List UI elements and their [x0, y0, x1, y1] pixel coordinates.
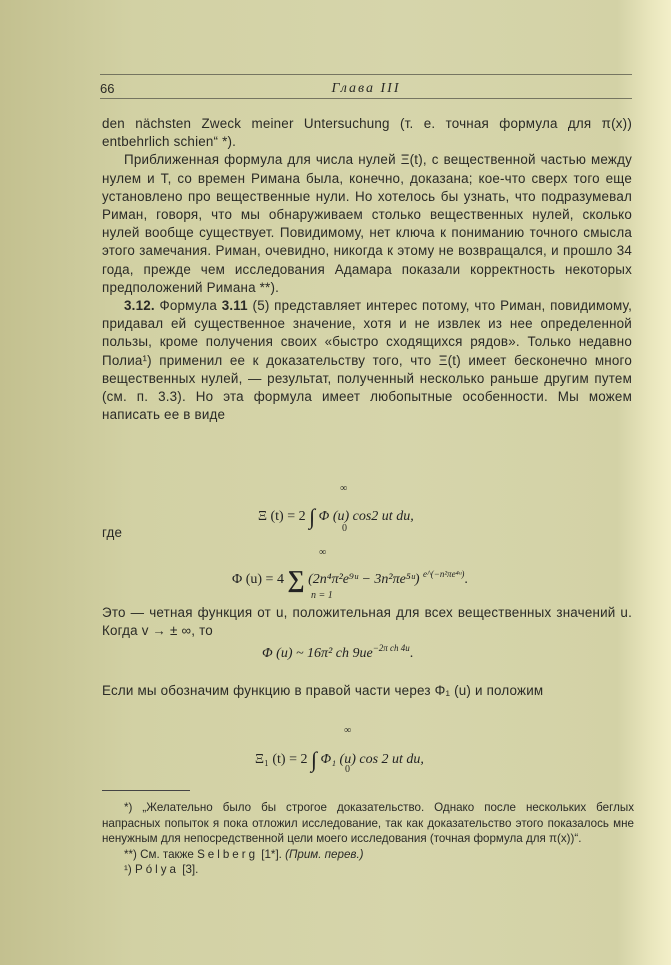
- footnote-2: [102, 847, 634, 863]
- formula-phi-sum: [232, 563, 468, 593]
- footnote-citation: [3].: [182, 863, 199, 876]
- where-label: где: [102, 525, 123, 540]
- formula-exponent: −2π ch 4u: [372, 643, 410, 653]
- section-text: (5) представляет интерес потому, что Риман, повидимому, придавал ей существенное значение, хотя и не извлек из нее определенной пользы, кроме получения своих «быстро сходящихся рядов». Только недавно Полиа¹) применил ее к доказательству того, что Ξ(t) имеет бесконечно много вещественных нулей, — результат, полученный несколько раньше другим путем (см. п. 3.3). Но эта формула имеет любопытные особенности. Мы можем написать ее в виде: [102, 298, 633, 423]
- formula-lhs: Ξ (t) = 2: [258, 509, 306, 524]
- footnote-citation: [1*].: [261, 847, 282, 861]
- footnote-text: „Желательно было бы строгое доказательство. Однако после нескольких беглых напрасных попыток я пока отложил исследование, так как доказательство этого показалось мне ненужным для непосредственной цели моего исследования (точная формула для π(x))“.: [102, 801, 634, 845]
- footnote-marker: *): [124, 801, 133, 814]
- integral-lower-limit: 0: [342, 523, 347, 534]
- footnote-text: См. также: [140, 847, 194, 861]
- footnote-marker: **): [124, 847, 137, 861]
- formula-end: .: [464, 572, 468, 587]
- formula-end: .: [409, 646, 414, 661]
- formula-ref: 3.11: [221, 298, 248, 314]
- footnote-note: (Прим. перев.): [285, 847, 364, 861]
- sum-lower-limit: n = 1: [311, 590, 333, 601]
- formula-exponent: e^(−n²πe⁴ᵘ): [423, 569, 465, 579]
- section-number: 3.12.: [124, 298, 155, 314]
- integral-sign-icon: ∫: [311, 747, 318, 772]
- formula-word: Формула: [159, 298, 217, 314]
- paragraph-even-function: Это — четная функция от u, положительная для всех вещественных значений u. Когда v → ± ∞, то: [102, 605, 632, 639]
- footnote-marker: ¹): [124, 863, 132, 876]
- integral-lower-limit: 0: [345, 764, 350, 775]
- footnote-author: Selberg: [197, 847, 259, 861]
- formula-lhs: Ξ₁ (t) = 2: [255, 752, 308, 767]
- footnotes: [102, 800, 634, 878]
- formula-lhs: Φ (u) = 4: [232, 572, 284, 587]
- main-text: [102, 115, 632, 424]
- integral-sign-icon: ∫: [309, 504, 316, 529]
- formula-body: (2n⁴π²e⁹ᵘ − 3n²πe⁵ᵘ): [308, 572, 420, 587]
- integral-upper-limit: ∞: [344, 725, 352, 736]
- header-top-rule: [100, 74, 632, 75]
- footnote-3: [102, 862, 634, 878]
- formula-integrand: Φ (u) cos2 ut du,: [318, 509, 414, 524]
- running-header: [100, 81, 632, 97]
- paragraph-continuation: den nächsten Zweck meiner Untersuchung (т. е. точная формула для π(x)) entbehrlich schien“ *).: [102, 116, 632, 150]
- formula-phi-asymptotic: [262, 643, 414, 662]
- formula-main: Φ (u) ~ 16π² ch 9ue: [262, 646, 373, 661]
- page-number: 66: [100, 81, 115, 96]
- footnote-author: Pólya: [134, 863, 179, 876]
- formula-xi-integral: [258, 500, 414, 529]
- formula-integrand: Φ₁ (u) cos 2 ut du,: [320, 752, 424, 767]
- header-bottom-rule: [100, 98, 632, 99]
- sum-upper-limit: ∞: [319, 547, 327, 558]
- paragraph-section-3-12: [102, 297, 632, 424]
- sum-sign-icon: ∑: [287, 567, 305, 593]
- integral-upper-limit: ∞: [340, 483, 348, 494]
- footnote-rule: [102, 790, 190, 791]
- paragraph-denote: Если мы обозначим функцию в правой части через Φ₁ (u) и положим: [102, 683, 544, 698]
- paragraph-zeros: Приближенная формула для числа нулей Ξ(t), с вещественной частью между нулем и T, со времен Римана была, конечно, доказана; кое-что сверх того еще установлено про вещественные нули. Но хотелось бы узнать, что подразумевал Риман, говоря, что мы обнаруживаем столько вещественных нулей, сколько нулей вообще существует. Повидимому, нет ключа к пониманию точного смысла этого замечания. Риман, очевидно, никогда к этому не возвращался, и прошло 34 года, прежде чем исследования Адамара показали корректность некоторых предположений Римана **).: [102, 152, 632, 295]
- chapter-title: Глава III: [331, 81, 401, 96]
- footnote-1: [102, 800, 634, 847]
- formula-xi1-integral: [255, 743, 424, 772]
